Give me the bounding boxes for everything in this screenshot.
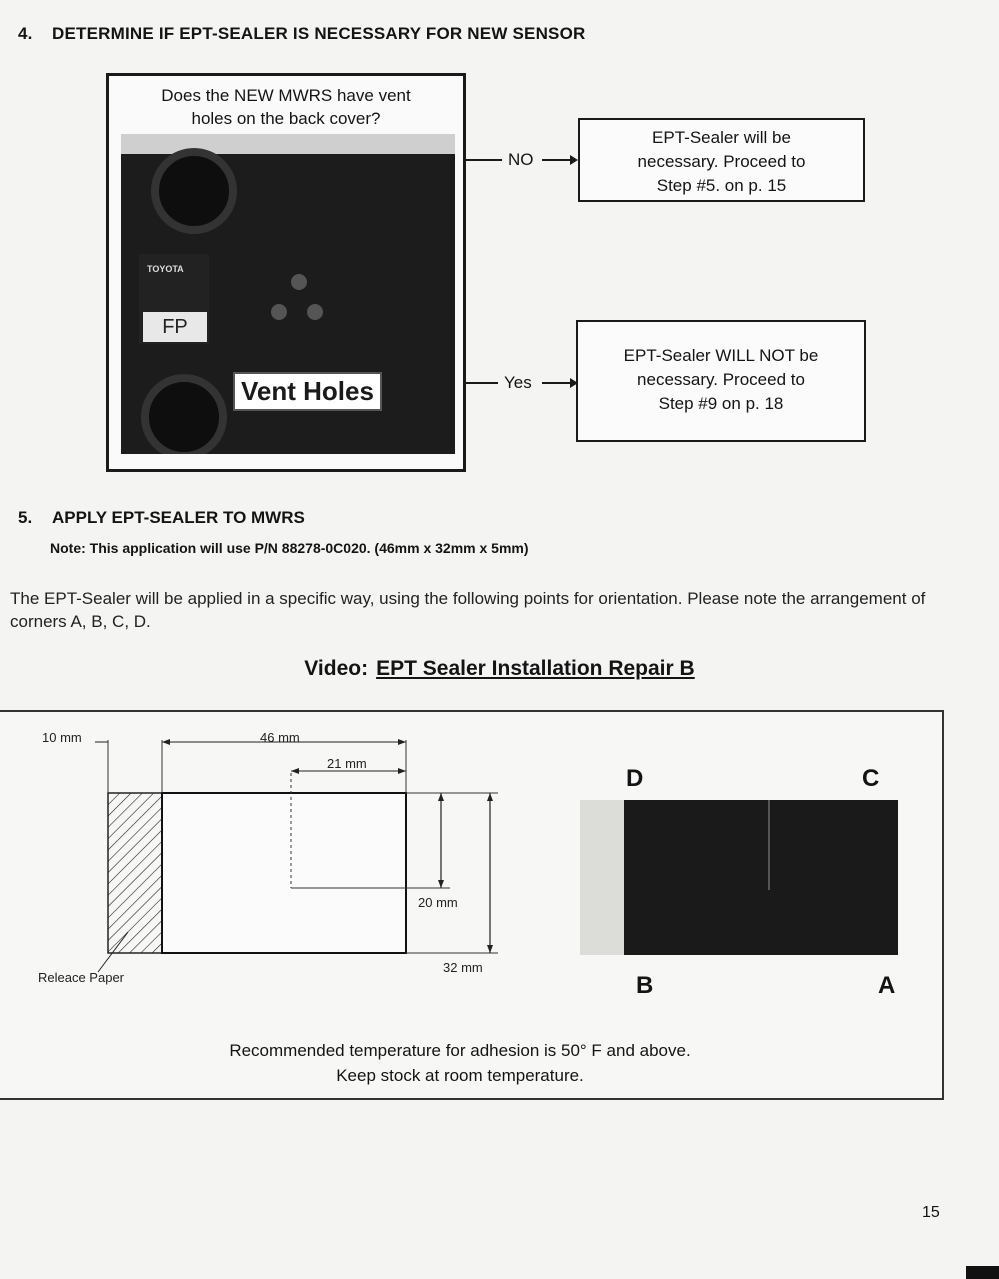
step5-heading [18, 508, 305, 528]
part-note: Note: This application will use P/N 88278-0C020. (46mm x 32mm x 5mm) [50, 540, 529, 556]
video-prefix: Video: [304, 657, 369, 680]
question-line-2: holes on the back cover? [191, 109, 381, 128]
sealer-slit [768, 800, 770, 890]
vent-hole-icon [291, 274, 307, 290]
release-paper-label: Releace Paper [38, 970, 124, 985]
no-result-line-3: Step #5. on p. 15 [656, 176, 787, 195]
vent-hole-icon [307, 304, 323, 320]
step5-number: 5. [18, 508, 33, 527]
video-reference [0, 657, 999, 681]
corner-d-label: D [626, 765, 644, 792]
dim-20mm: 20 mm [418, 895, 458, 910]
dim-21mm: 21 mm [327, 756, 367, 771]
instruction-paragraph: The EPT-Sealer will be applied in a specific way, using the following points for orientation. Please note the arrangement of corners A, B, C, D. [10, 589, 926, 631]
step4-number: 4. [18, 24, 33, 43]
recommendation-line-1: Recommended temperature for adhesion is 50° F and above. [229, 1041, 691, 1060]
yes-result-line-3: Step #9 on p. 18 [658, 394, 784, 413]
corner-c-label: C [862, 765, 880, 792]
recommendation-line-2: Keep stock at room temperature. [336, 1066, 584, 1085]
no-result-box [578, 118, 865, 202]
yes-label: Yes [504, 373, 532, 392]
question-box [106, 73, 466, 472]
yes-result-line-2: necessary. Proceed to [637, 370, 805, 389]
vent-hole-icon [271, 304, 287, 320]
dim-46mm: 46 mm [260, 730, 300, 745]
dim-32mm: 32 mm [443, 960, 483, 975]
dim-10mm: 10 mm [42, 730, 82, 745]
temperature-recommendation [0, 1038, 920, 1088]
yes-result-box [576, 320, 866, 442]
mount-lug-bottom [141, 374, 227, 454]
sealer-foam [624, 800, 898, 955]
flow-arrows [466, 140, 586, 400]
no-result-line-2: necessary. Proceed to [637, 152, 806, 171]
question-line-1: Does the NEW MWRS have vent [161, 86, 411, 105]
arrow-no-icon [570, 155, 578, 165]
mount-lug-top [151, 148, 237, 234]
corner-a-label: A [878, 972, 896, 999]
vent-holes-label: Vent Holes [233, 372, 382, 411]
sealer-photo [580, 800, 898, 955]
question-text [109, 84, 463, 130]
corner-b-label: B [636, 972, 654, 999]
video-link[interactable]: EPT Sealer Installation Repair B [376, 657, 695, 680]
page-edge-tab [966, 1266, 999, 1279]
no-label: NO [508, 150, 534, 169]
yes-result-line-1: EPT-Sealer WILL NOT be [623, 346, 819, 365]
step4-title: DETERMINE IF EPT-SEALER IS NECESSARY FOR NEW SENSOR [52, 24, 586, 43]
step4-heading [18, 24, 586, 44]
photo-tag: FP [143, 312, 207, 342]
sealer-dimension-diagram [0, 720, 520, 990]
page-number: 15 [922, 1204, 940, 1221]
step5-title: APPLY EPT-SEALER TO MWRS [52, 508, 305, 527]
no-result-line-1: EPT-Sealer will be [652, 128, 791, 147]
sensor-photo [121, 134, 455, 454]
photo-brand: TOYOTA [147, 264, 184, 274]
